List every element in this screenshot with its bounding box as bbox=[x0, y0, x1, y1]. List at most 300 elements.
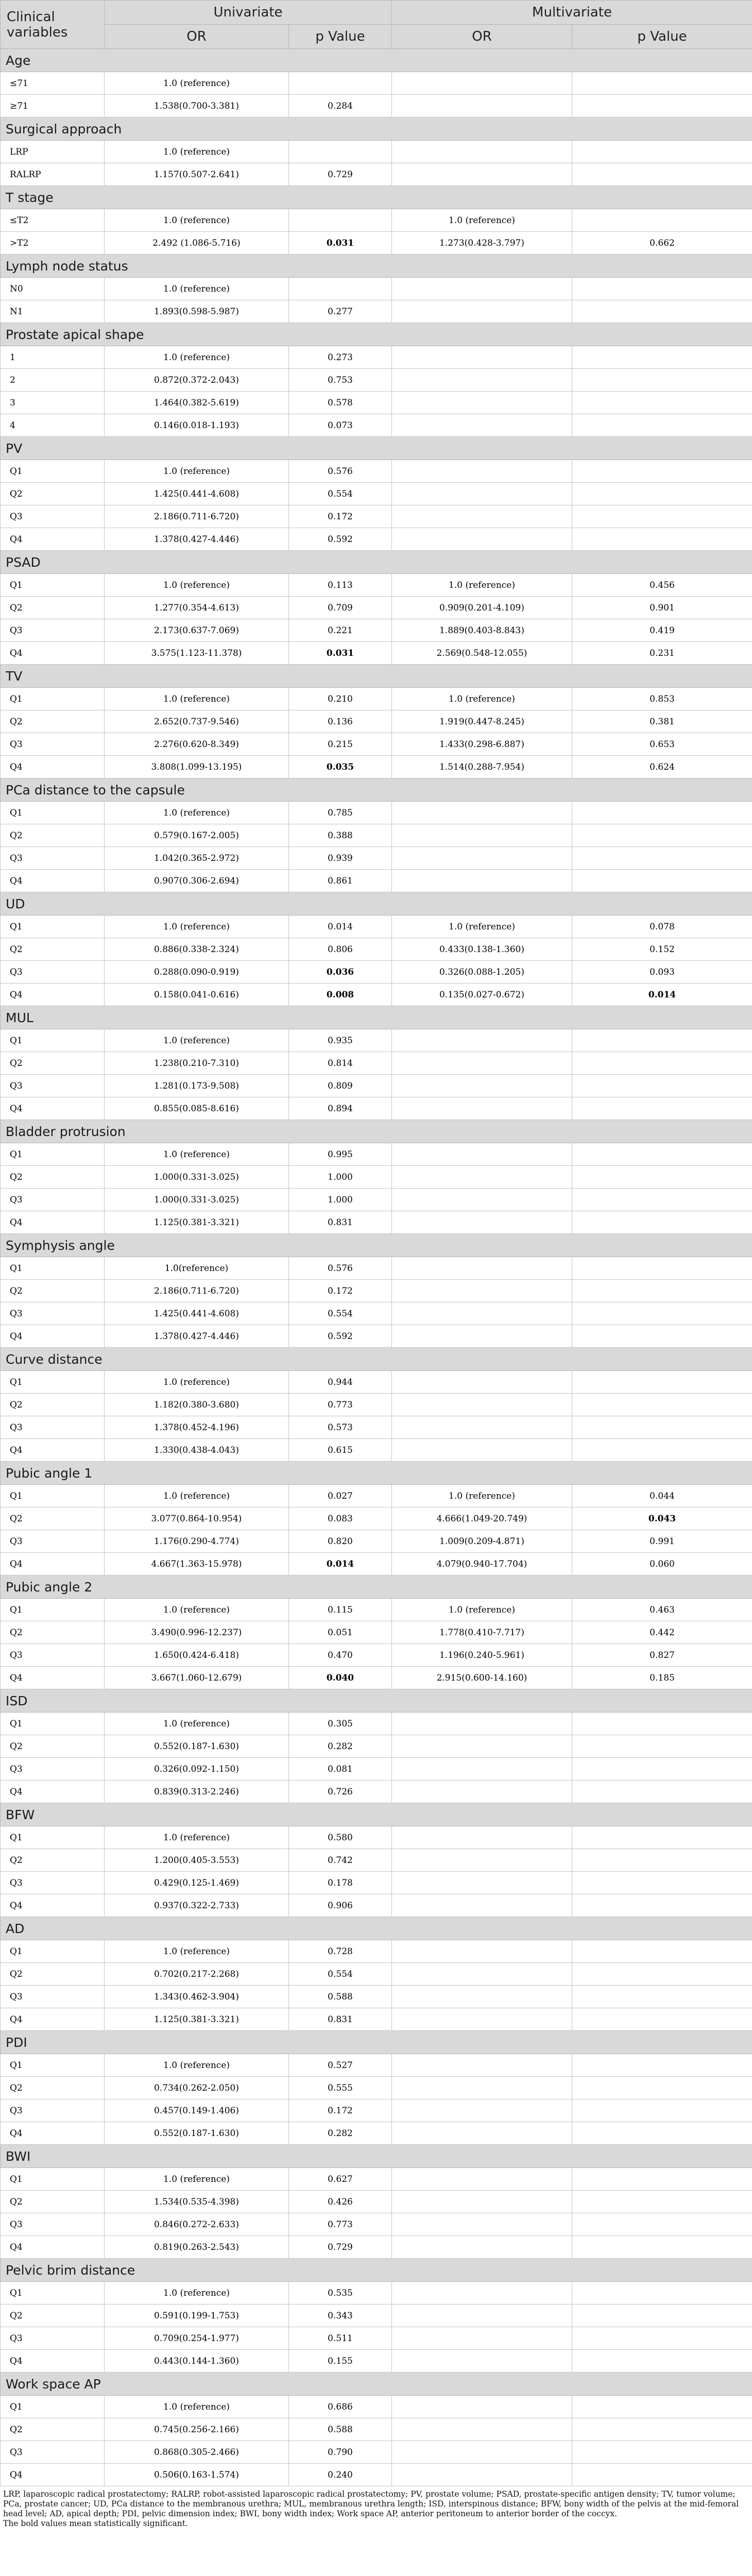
variable-level-cell: Q1 bbox=[1, 574, 105, 597]
table-row bbox=[1, 460, 752, 483]
univariate-pvalue-cell: 0.031 bbox=[289, 232, 392, 255]
variable-level-cell: ≤T2 bbox=[1, 209, 105, 232]
multivariate-or-cell bbox=[392, 1097, 572, 1120]
multivariate-or-cell: 2.569(0.548-12.055) bbox=[392, 642, 572, 665]
multivariate-pvalue-cell bbox=[572, 1097, 752, 1120]
univariate-or-cell: 2.652(0.737-9.546) bbox=[105, 710, 289, 733]
table-row bbox=[1, 346, 752, 369]
variable-level-cell: 4 bbox=[1, 414, 105, 437]
table-row bbox=[1, 824, 752, 847]
univariate-or-cell: 1.0 (reference) bbox=[105, 2054, 289, 2077]
univariate-pvalue-cell: 0.709 bbox=[289, 597, 392, 619]
multivariate-or-cell bbox=[392, 141, 572, 163]
table-row bbox=[1, 209, 752, 232]
section-title: Pubic angle 2 bbox=[1, 1575, 752, 1599]
section-header-row bbox=[1, 665, 752, 688]
multivariate-pvalue-cell: 0.014 bbox=[572, 984, 752, 1006]
multivariate-pvalue-cell: 0.093 bbox=[572, 961, 752, 984]
univariate-pvalue-cell: 0.172 bbox=[289, 505, 392, 528]
multivariate-or-cell bbox=[392, 300, 572, 323]
univariate-or-cell: 0.745(0.256-2.166) bbox=[105, 2418, 289, 2441]
univariate-or-cell: 1.0 (reference) bbox=[105, 2396, 289, 2418]
univariate-pvalue-cell: 0.210 bbox=[289, 688, 392, 710]
univariate-or-cell: 1.0 (reference) bbox=[105, 72, 289, 95]
multivariate-pvalue-cell bbox=[572, 1713, 752, 1735]
table-row bbox=[1, 2213, 752, 2236]
multivariate-pvalue-cell bbox=[572, 2168, 752, 2191]
table-row bbox=[1, 574, 752, 597]
univariate-pvalue-cell: 0.172 bbox=[289, 2099, 392, 2122]
variable-level-cell: Q2 bbox=[1, 824, 105, 847]
variable-level-cell: Q1 bbox=[1, 2282, 105, 2304]
multivariate-or-cell: 1.0 (reference) bbox=[392, 574, 572, 597]
univariate-or-cell: 1.125(0.381-3.321) bbox=[105, 1211, 289, 1234]
multivariate-or-cell bbox=[392, 163, 572, 186]
univariate-pvalue-cell: 0.995 bbox=[289, 1143, 392, 1166]
variable-level-cell: Q4 bbox=[1, 756, 105, 778]
univariate-pvalue-cell bbox=[289, 278, 392, 300]
univariate-or-cell: 1.0 (reference) bbox=[105, 141, 289, 163]
univariate-pvalue-cell: 0.809 bbox=[289, 1075, 392, 1097]
multivariate-or-cell: 1.433(0.298-6.887) bbox=[392, 733, 572, 756]
table-row bbox=[1, 1713, 752, 1735]
multivariate-or-cell bbox=[392, 483, 572, 505]
univariate-pvalue-cell: 0.083 bbox=[289, 1507, 392, 1530]
section-header-row bbox=[1, 1006, 752, 1029]
table-row bbox=[1, 232, 752, 255]
table-row bbox=[1, 1097, 752, 1120]
variable-level-cell: 2 bbox=[1, 369, 105, 392]
univariate-or-cell: 1.0 (reference) bbox=[105, 1485, 289, 1507]
multivariate-header: Multivariate bbox=[392, 1, 752, 25]
multivariate-pvalue-cell bbox=[572, 2350, 752, 2372]
univariate-or-cell: 1.893(0.598-5.987) bbox=[105, 300, 289, 323]
multivariate-or-cell: 1.273(0.428-3.797) bbox=[392, 232, 572, 255]
variable-level-cell: Q3 bbox=[1, 1644, 105, 1667]
multivariate-pvalue-cell bbox=[572, 1394, 752, 1416]
section-header-row bbox=[1, 1348, 752, 1371]
multivariate-pvalue-cell: 0.381 bbox=[572, 710, 752, 733]
multivariate-pvalue-cell bbox=[572, 1894, 752, 1917]
section-header-row bbox=[1, 2145, 752, 2168]
univariate-or-cell: 0.158(0.041-0.616) bbox=[105, 984, 289, 1006]
univariate-pvalue-cell: 0.511 bbox=[289, 2327, 392, 2350]
univariate-pvalue-cell: 0.282 bbox=[289, 2122, 392, 2145]
univariate-or-cell: 0.591(0.199-1.753) bbox=[105, 2304, 289, 2327]
multivariate-or-cell bbox=[392, 392, 572, 414]
univariate-or-cell: 1.238(0.210-7.310) bbox=[105, 1052, 289, 1075]
multivariate-pvalue-cell bbox=[572, 1940, 752, 1963]
variable-level-cell: Q1 bbox=[1, 2168, 105, 2191]
multivariate-pvalue-cell bbox=[572, 483, 752, 505]
multivariate-or-cell bbox=[392, 369, 572, 392]
univariate-or-cell: 0.868(0.305-2.466) bbox=[105, 2441, 289, 2464]
multivariate-pvalue-cell: 0.853 bbox=[572, 688, 752, 710]
univariate-or-cell: 1.343(0.462-3.904) bbox=[105, 1986, 289, 2008]
univariate-or-cell: 1.650(0.424-6.418) bbox=[105, 1644, 289, 1667]
univariate-pvalue-cell: 0.014 bbox=[289, 1553, 392, 1575]
table-row bbox=[1, 1189, 752, 1211]
univariate-pvalue-cell: 0.040 bbox=[289, 1667, 392, 1689]
variable-level-cell: Q2 bbox=[1, 483, 105, 505]
univariate-or-cell: 0.579(0.167-2.005) bbox=[105, 824, 289, 847]
table-row bbox=[1, 2054, 752, 2077]
multivariate-or-cell bbox=[392, 1394, 572, 1416]
multivariate-or-cell: 1.889(0.403-8.843) bbox=[392, 619, 572, 642]
univariate-or-cell: 2.186(0.711-6.720) bbox=[105, 1280, 289, 1302]
multivariate-pvalue-cell bbox=[572, 1872, 752, 1894]
univariate-pvalue-cell: 0.944 bbox=[289, 1371, 392, 1394]
table-row bbox=[1, 1325, 752, 1348]
univariate-or-cell: 0.326(0.092-1.150) bbox=[105, 1758, 289, 1781]
variable-level-cell: Q3 bbox=[1, 733, 105, 756]
multivariate-pvalue-header: p Value bbox=[572, 25, 752, 49]
table-row bbox=[1, 2327, 752, 2350]
clinical-variables-header: Clinical variables bbox=[1, 1, 105, 49]
table-row bbox=[1, 1872, 752, 1894]
table-row bbox=[1, 984, 752, 1006]
univariate-or-cell: 1.200(0.405-3.553) bbox=[105, 1849, 289, 1872]
table-row bbox=[1, 1735, 752, 1758]
univariate-pvalue-cell: 0.576 bbox=[289, 460, 392, 483]
univariate-or-cell: 0.457(0.149-1.406) bbox=[105, 2099, 289, 2122]
table-row bbox=[1, 597, 752, 619]
multivariate-pvalue-cell bbox=[572, 1325, 752, 1348]
variable-level-cell: Q1 bbox=[1, 802, 105, 824]
variable-level-cell: Q2 bbox=[1, 1849, 105, 1872]
univariate-pvalue-cell: 0.773 bbox=[289, 2213, 392, 2236]
table-row bbox=[1, 2077, 752, 2099]
section-title: Prostate apical shape bbox=[1, 323, 752, 346]
variable-level-cell: Q4 bbox=[1, 870, 105, 892]
univariate-pvalue-cell: 0.155 bbox=[289, 2350, 392, 2372]
multivariate-or-cell: 1.0 (reference) bbox=[392, 1485, 572, 1507]
multivariate-or-cell bbox=[392, 346, 572, 369]
univariate-or-cell: 1.125(0.381-3.321) bbox=[105, 2008, 289, 2031]
univariate-pvalue-cell: 0.580 bbox=[289, 1826, 392, 1849]
variable-level-cell: Q3 bbox=[1, 2099, 105, 2122]
univariate-pvalue-cell: 0.178 bbox=[289, 1872, 392, 1894]
univariate-or-cell: 4.667(1.363-15.978) bbox=[105, 1553, 289, 1575]
multivariate-pvalue-cell: 0.901 bbox=[572, 597, 752, 619]
section-title: Age bbox=[1, 49, 752, 72]
multivariate-or-cell: 2.915(0.600-14.160) bbox=[392, 1667, 572, 1689]
section-header-row bbox=[1, 255, 752, 278]
univariate-pvalue-cell: 0.578 bbox=[289, 392, 392, 414]
multivariate-or-cell bbox=[392, 2350, 572, 2372]
table-row bbox=[1, 847, 752, 870]
univariate-or-cell: 1.0 (reference) bbox=[105, 278, 289, 300]
univariate-pvalue-cell: 0.773 bbox=[289, 1394, 392, 1416]
variable-level-cell: Q2 bbox=[1, 2304, 105, 2327]
multivariate-pvalue-cell bbox=[572, 1075, 752, 1097]
multivariate-or-cell bbox=[392, 1143, 572, 1166]
table-row bbox=[1, 2008, 752, 2031]
variable-level-cell: Q4 bbox=[1, 2008, 105, 2031]
univariate-or-cell: 0.886(0.338-2.324) bbox=[105, 938, 289, 961]
univariate-or-cell: 1.0 (reference) bbox=[105, 1371, 289, 1394]
variable-level-cell: N1 bbox=[1, 300, 105, 323]
univariate-pvalue-cell: 1.000 bbox=[289, 1189, 392, 1211]
multivariate-or-cell bbox=[392, 847, 572, 870]
univariate-pvalue-cell: 0.172 bbox=[289, 1280, 392, 1302]
variable-level-cell: Q4 bbox=[1, 984, 105, 1006]
variable-level-cell: N0 bbox=[1, 278, 105, 300]
multivariate-pvalue-cell bbox=[572, 1257, 752, 1280]
section-title: PCa distance to the capsule bbox=[1, 778, 752, 802]
univariate-or-cell: 3.077(0.864-10.954) bbox=[105, 1507, 289, 1530]
variable-level-cell: Q4 bbox=[1, 1553, 105, 1575]
table-row bbox=[1, 1599, 752, 1621]
table-row bbox=[1, 1029, 752, 1052]
multivariate-or-cell bbox=[392, 1439, 572, 1462]
multivariate-pvalue-cell: 0.456 bbox=[572, 574, 752, 597]
univariate-pvalue-cell: 0.277 bbox=[289, 300, 392, 323]
univariate-pvalue-cell: 0.008 bbox=[289, 984, 392, 1006]
multivariate-or-cell: 1.0 (reference) bbox=[392, 1599, 572, 1621]
multivariate-or-cell bbox=[392, 1758, 572, 1781]
multivariate-pvalue-cell bbox=[572, 2213, 752, 2236]
univariate-pvalue-cell: 0.861 bbox=[289, 870, 392, 892]
univariate-pvalue-cell: 0.729 bbox=[289, 163, 392, 186]
univariate-or-cell: 0.702(0.217-2.268) bbox=[105, 1963, 289, 1986]
univariate-pvalue-cell bbox=[289, 72, 392, 95]
table-row bbox=[1, 1371, 752, 1394]
table-row bbox=[1, 1826, 752, 1849]
univariate-pvalue-cell: 0.728 bbox=[289, 1940, 392, 1963]
table-row bbox=[1, 528, 752, 551]
univariate-pvalue-cell: 0.426 bbox=[289, 2191, 392, 2213]
multivariate-pvalue-cell bbox=[572, 1758, 752, 1781]
table-header bbox=[1, 1, 752, 49]
table-row bbox=[1, 916, 752, 938]
univariate-or-cell: 0.506(0.163-1.574) bbox=[105, 2464, 289, 2486]
univariate-or-cell: 1.0 (reference) bbox=[105, 1599, 289, 1621]
multivariate-pvalue-cell: 0.152 bbox=[572, 938, 752, 961]
univariate-or-cell: 2.186(0.711-6.720) bbox=[105, 505, 289, 528]
variable-level-cell: Q2 bbox=[1, 2077, 105, 2099]
variable-level-cell: Q2 bbox=[1, 1507, 105, 1530]
variable-level-cell: LRP bbox=[1, 141, 105, 163]
univariate-pvalue-cell: 0.284 bbox=[289, 95, 392, 117]
variable-level-cell: RALRP bbox=[1, 163, 105, 186]
section-title: Lymph node status bbox=[1, 255, 752, 278]
multivariate-or-cell bbox=[392, 1371, 572, 1394]
multivariate-pvalue-cell bbox=[572, 2008, 752, 2031]
variable-level-cell: Q4 bbox=[1, 1211, 105, 1234]
variable-level-cell: Q3 bbox=[1, 1872, 105, 1894]
multivariate-or-cell bbox=[392, 2282, 572, 2304]
multivariate-pvalue-cell bbox=[572, 278, 752, 300]
variable-level-cell: Q1 bbox=[1, 2396, 105, 2418]
section-header-row bbox=[1, 892, 752, 916]
univariate-pvalue-cell: 0.935 bbox=[289, 1029, 392, 1052]
univariate-or-cell: 0.552(0.187-1.630) bbox=[105, 2122, 289, 2145]
univariate-or-cell: 1.0(reference) bbox=[105, 1257, 289, 1280]
multivariate-pvalue-cell bbox=[572, 460, 752, 483]
multivariate-or-cell bbox=[392, 1872, 572, 1894]
variable-level-cell: Q3 bbox=[1, 1530, 105, 1553]
multivariate-or-cell bbox=[392, 2008, 572, 2031]
table-row bbox=[1, 1667, 752, 1689]
multivariate-pvalue-cell: 0.419 bbox=[572, 619, 752, 642]
table-row bbox=[1, 1894, 752, 1917]
variable-level-cell: Q3 bbox=[1, 1302, 105, 1325]
multivariate-pvalue-cell: 0.827 bbox=[572, 1644, 752, 1667]
multivariate-or-cell: 1.0 (reference) bbox=[392, 209, 572, 232]
table-row bbox=[1, 710, 752, 733]
section-title: ISD bbox=[1, 1689, 752, 1713]
multivariate-or-cell: 1.196(0.240-5.961) bbox=[392, 1644, 572, 1667]
univariate-or-cell: 0.846(0.272-2.633) bbox=[105, 2213, 289, 2236]
variable-level-cell: Q3 bbox=[1, 1075, 105, 1097]
multivariate-or-cell bbox=[392, 2464, 572, 2486]
multivariate-or-cell bbox=[392, 824, 572, 847]
univariate-pvalue-cell: 0.820 bbox=[289, 1530, 392, 1553]
section-title: MUL bbox=[1, 1006, 752, 1029]
table-row bbox=[1, 938, 752, 961]
multivariate-or-cell bbox=[392, 870, 572, 892]
variable-level-cell: Q2 bbox=[1, 710, 105, 733]
multivariate-or-cell bbox=[392, 1166, 572, 1189]
table-row bbox=[1, 1166, 752, 1189]
variable-level-cell: Q3 bbox=[1, 1189, 105, 1211]
univariate-or-cell: 1.534(0.535-4.398) bbox=[105, 2191, 289, 2213]
multivariate-pvalue-cell bbox=[572, 1302, 752, 1325]
table-row bbox=[1, 733, 752, 756]
multivariate-pvalue-cell bbox=[572, 346, 752, 369]
univariate-pvalue-cell: 0.035 bbox=[289, 756, 392, 778]
variable-level-cell: Q4 bbox=[1, 2236, 105, 2259]
section-title: Curve distance bbox=[1, 1348, 752, 1371]
multivariate-or-cell bbox=[392, 1735, 572, 1758]
univariate-pvalue-cell: 0.027 bbox=[289, 1485, 392, 1507]
table-row bbox=[1, 1075, 752, 1097]
univariate-or-cell: 1.0 (reference) bbox=[105, 2282, 289, 2304]
univariate-pvalue-cell: 0.215 bbox=[289, 733, 392, 756]
univariate-or-cell: 1.378(0.452-4.196) bbox=[105, 1416, 289, 1439]
variable-level-cell: Q4 bbox=[1, 1439, 105, 1462]
multivariate-or-cell: 1.0 (reference) bbox=[392, 688, 572, 710]
section-title: Bladder protrusion bbox=[1, 1120, 752, 1143]
univariate-pvalue-cell: 0.036 bbox=[289, 961, 392, 984]
univariate-or-cell: 0.429(0.125-1.469) bbox=[105, 1872, 289, 1894]
univariate-pvalue-cell: 0.240 bbox=[289, 2464, 392, 2486]
variable-level-cell: Q4 bbox=[1, 2350, 105, 2372]
multivariate-pvalue-cell bbox=[572, 1439, 752, 1462]
variable-level-cell: Q4 bbox=[1, 1667, 105, 1689]
variable-level-cell: Q1 bbox=[1, 1599, 105, 1621]
univariate-or-cell: 0.855(0.085-8.616) bbox=[105, 1097, 289, 1120]
univariate-or-cell: 1.0 (reference) bbox=[105, 1713, 289, 1735]
variable-level-cell: Q3 bbox=[1, 2213, 105, 2236]
variable-level-cell: Q2 bbox=[1, 597, 105, 619]
univariate-pvalue-cell bbox=[289, 141, 392, 163]
variable-level-cell: Q1 bbox=[1, 1485, 105, 1507]
univariate-pvalue-cell: 0.554 bbox=[289, 483, 392, 505]
univariate-or-cell: 0.907(0.306-2.694) bbox=[105, 870, 289, 892]
table-row bbox=[1, 1781, 752, 1803]
section-title: PSAD bbox=[1, 551, 752, 574]
bold-values-note: The bold values mean statistically significant. bbox=[3, 2519, 188, 2528]
section-title: UD bbox=[1, 892, 752, 916]
variable-level-cell: Q3 bbox=[1, 505, 105, 528]
multivariate-pvalue-cell: 0.442 bbox=[572, 1621, 752, 1644]
multivariate-or-cell bbox=[392, 72, 572, 95]
table-row bbox=[1, 2304, 752, 2327]
section-header-row bbox=[1, 1120, 752, 1143]
table-row bbox=[1, 2282, 752, 2304]
univariate-pvalue-cell: 0.527 bbox=[289, 2054, 392, 2077]
multivariate-pvalue-cell: 0.043 bbox=[572, 1507, 752, 1530]
univariate-or-cell: 0.288(0.090-0.919) bbox=[105, 961, 289, 984]
table-row bbox=[1, 2236, 752, 2259]
multivariate-pvalue-cell bbox=[572, 369, 752, 392]
table-row bbox=[1, 2191, 752, 2213]
univariate-pvalue-cell: 0.470 bbox=[289, 1644, 392, 1667]
univariate-pvalue-cell: 0.554 bbox=[289, 1302, 392, 1325]
variable-level-cell: Q3 bbox=[1, 2441, 105, 2464]
table-row bbox=[1, 1257, 752, 1280]
variable-level-cell: Q1 bbox=[1, 688, 105, 710]
multivariate-pvalue-cell bbox=[572, 847, 752, 870]
multivariate-pvalue-cell bbox=[572, 95, 752, 117]
univariate-pvalue-cell: 0.592 bbox=[289, 1325, 392, 1348]
univariate-pvalue-cell: 0.081 bbox=[289, 1758, 392, 1781]
variable-level-cell: Q3 bbox=[1, 1986, 105, 2008]
univariate-or-cell: 1.0 (reference) bbox=[105, 209, 289, 232]
multivariate-or-cell bbox=[392, 1211, 572, 1234]
multivariate-or-cell: 4.079(0.940-17.704) bbox=[392, 1553, 572, 1575]
multivariate-or-cell: 0.135(0.027-0.672) bbox=[392, 984, 572, 1006]
variable-level-cell: Q3 bbox=[1, 847, 105, 870]
multivariate-pvalue-cell bbox=[572, 2282, 752, 2304]
multivariate-pvalue-cell bbox=[572, 505, 752, 528]
multivariate-or-cell bbox=[392, 1257, 572, 1280]
section-title: Work space AP bbox=[1, 2372, 752, 2396]
multivariate-or-cell bbox=[392, 1781, 572, 1803]
multivariate-pvalue-cell bbox=[572, 1826, 752, 1849]
table-footnote bbox=[0, 2486, 752, 2529]
section-header-row bbox=[1, 437, 752, 460]
table-row bbox=[1, 72, 752, 95]
multivariate-pvalue-cell: 0.044 bbox=[572, 1485, 752, 1507]
table-body bbox=[1, 49, 752, 2486]
univariate-or-cell: 1.0 (reference) bbox=[105, 1143, 289, 1166]
univariate-pvalue-cell: 0.894 bbox=[289, 1097, 392, 1120]
multivariate-pvalue-cell: 0.991 bbox=[572, 1530, 752, 1553]
multivariate-pvalue-cell bbox=[572, 1029, 752, 1052]
table-row bbox=[1, 2168, 752, 2191]
univariate-pvalue-cell: 0.806 bbox=[289, 938, 392, 961]
multivariate-or-cell bbox=[392, 2191, 572, 2213]
multivariate-pvalue-cell bbox=[572, 2054, 752, 2077]
multivariate-pvalue-cell bbox=[572, 1735, 752, 1758]
variable-level-cell: Q1 bbox=[1, 1371, 105, 1394]
section-header-row bbox=[1, 1575, 752, 1599]
univariate-or-cell: 1.000(0.331-3.025) bbox=[105, 1189, 289, 1211]
multivariate-or-cell bbox=[392, 802, 572, 824]
univariate-or-cell: 3.808(1.099-13.195) bbox=[105, 756, 289, 778]
table-row bbox=[1, 392, 752, 414]
univariate-pvalue-cell: 0.785 bbox=[289, 802, 392, 824]
univariate-or-cell: 1.157(0.507-2.641) bbox=[105, 163, 289, 186]
table-row bbox=[1, 2122, 752, 2145]
multivariate-pvalue-cell: 0.653 bbox=[572, 733, 752, 756]
univariate-pvalue-cell: 0.305 bbox=[289, 1713, 392, 1735]
multivariate-pvalue-cell bbox=[572, 2441, 752, 2464]
table-row bbox=[1, 2418, 752, 2441]
